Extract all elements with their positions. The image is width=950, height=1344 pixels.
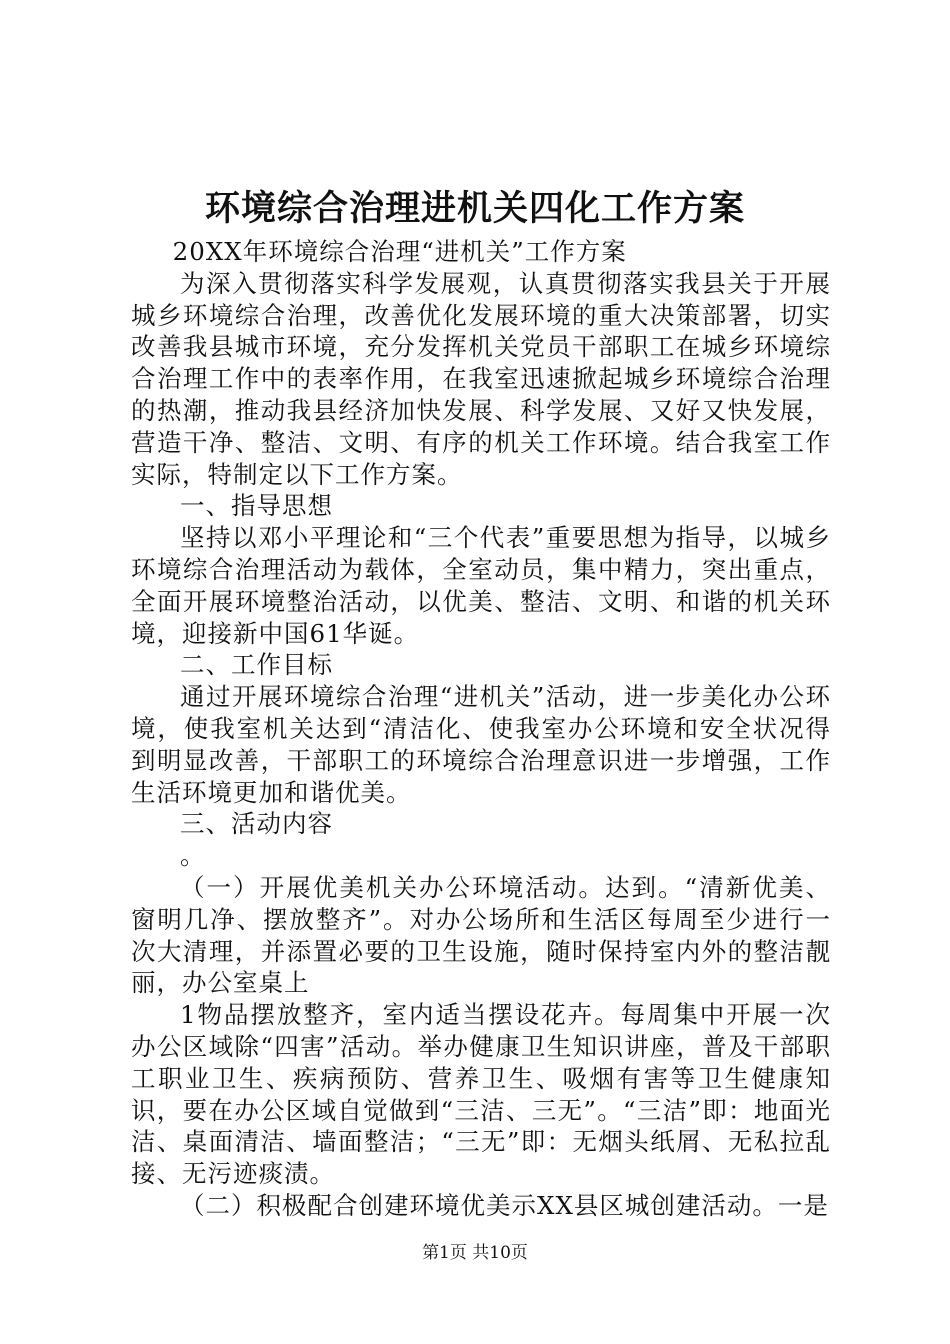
section-heading-guiding-thought: 一、指导思想 (180, 491, 333, 521)
paragraph-activity-one-continued: 1物品摆放整齐，室内适当摆设花卉。每周集中开展一次办公区域除“四害”活动。举办健康卫生知识讲座，普及干部职工职业卫生、疾病预防、营养卫生、吸烟有害等卫生健康知识，要在办公区域自觉做到“三洁、三无”。“三洁”即：地面光洁、桌面清洁、墙面整洁；“三无”即：无烟头纸屑、无私拉乱接、无污迹痰渍。 (131, 1000, 831, 1189)
paragraph-intro: 为深入贯彻落实科学发展观，认真贯彻落实我县关于开展城乡环境综合治理，改善优化发展环境的重大决策部署，切实改善我县城市环境，充分发挥机关党员干部职工在城乡环境综合治理工作中的表率作用，在我室迅速掀起城乡环境综合治理的热潮，推动我县经济加快发展、科学发展、又好又快发展，营造干净、整洁、文明、有序的机关工作环境。结合我室工作实际，特制定以下工作方案。 (131, 268, 831, 489)
section-heading-work-goal: 二、工作目标 (180, 650, 333, 680)
paragraph-activity-one: （一）开展优美机关办公环境活动。达到。“清新优美、窗明几净、摆放整齐”。对办公场所和生活区每周至少进行一次大清理，并添置必要的卫生设施，随时保持室内外的整洁靓丽，办公室桌上 (131, 872, 831, 998)
section-heading-activity-content: 三、活动内容 (180, 809, 333, 839)
document-title: 环境综合治理进机关四化工作方案 (204, 188, 745, 229)
paragraph-work-goal: 通过开展环境综合治理“进机关”活动，进一步美化办公环境，使我室机关达到“清洁化、使我室办公环境和安全状况得到明显改善，干部职工的环境综合治理意识进一步增强，工作生活环境更加和谐优美。 (131, 682, 831, 807)
paragraph-activity-two: （二）积极配合创建环境优美示XX县区城创建活动。一是 (180, 1190, 829, 1220)
paragraph-guiding-thought: 坚持以邓小平理论和“三个代表”重要思想为指导，以城乡环境综合治理活动为载体，全室动员，集中精力，突出重点，全面开展环境整治活动，以优美、整洁、文明、和谐的机关环境，迎接新中国61华诞。 (131, 523, 831, 648)
paragraph-fragment: 。 (180, 841, 206, 871)
document-body (131, 236, 831, 1222)
document-subtitle: 20XX年环境综合治理“进机关”工作方案 (172, 237, 627, 266)
page-footer: 第1页 共10页 (422, 1243, 528, 1263)
